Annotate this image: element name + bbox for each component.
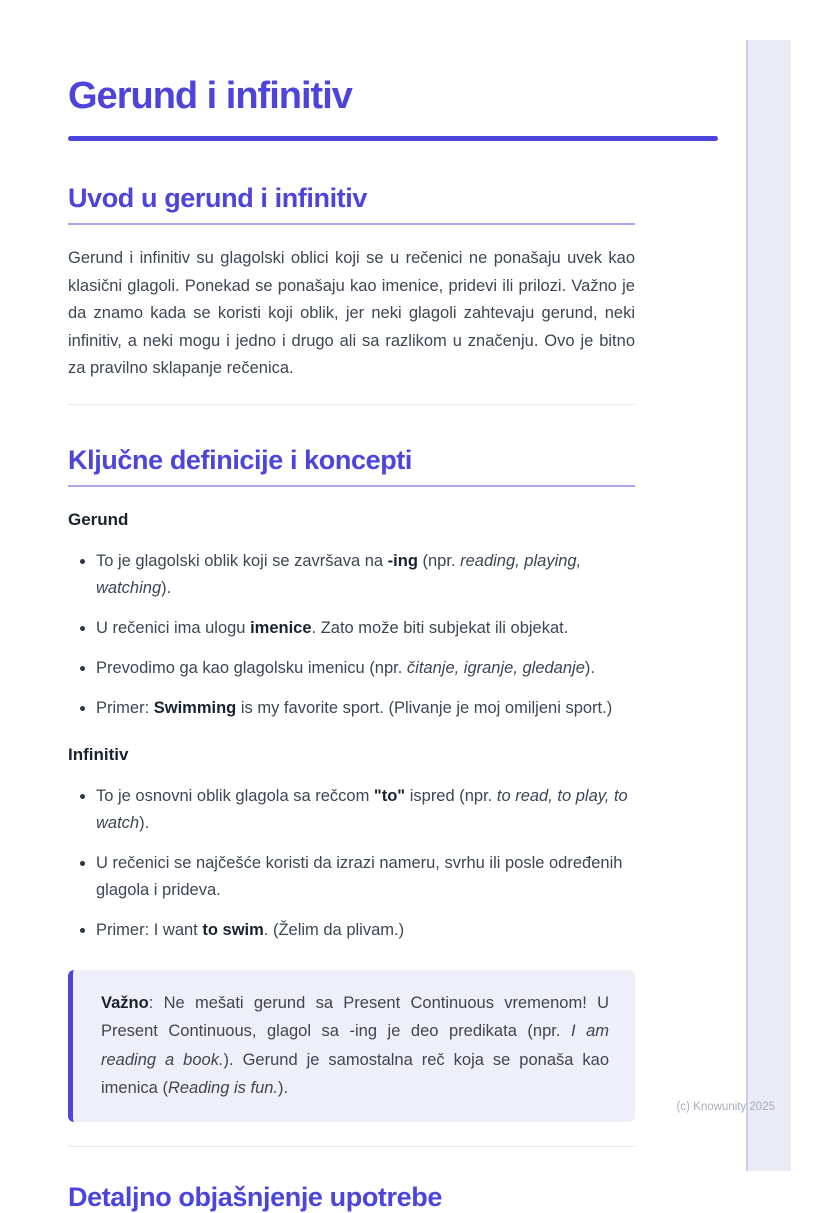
list-item: [68, 695, 635, 722]
section-heading-usage: Detaljno objašnjenje upotrebe: [68, 1181, 442, 1212]
section-divider: [68, 1146, 635, 1147]
bullet-text: Prevodimo ga kao glagolsku imenicu (npr. čitanje, igranje, gledanje).: [96, 658, 595, 677]
bullet-dot: [80, 928, 85, 933]
bullet-dot: [80, 559, 85, 564]
list-item: [68, 548, 635, 602]
bullet-dot: [80, 626, 85, 631]
bullet-text: U rečenici se najčešće koristi da izrazi nameru, svrhu ili posle određenih glagola i prideva.: [96, 853, 623, 899]
list-item: [68, 655, 635, 682]
heading-rule: [68, 223, 635, 225]
subheading-gerund: Gerund: [68, 509, 129, 529]
title-rule: [68, 136, 718, 141]
intro-paragraph: Gerund i infinitiv su glagolski oblici koji se u rečenici ne ponašaju uvek kao klasični glagoli. Ponekad se ponašaju kao imenice, pridevi ili prilozi. Važno je da znamo kada se koristi koji oblik, jer neki glagoli zahtevaju gerund, neki infinitiv, a neki mogu i jedno i drugo ali sa razlikom u značenju. Ovo je bitno za pravilno sklapanje rečenica.: [68, 249, 635, 378]
section-heading-intro: Uvod u gerund i infinitiv: [68, 183, 367, 213]
bullet-text: Primer: Swimming is my favorite sport. (Plivanje je moj omiljeni sport.): [96, 698, 613, 717]
bullet-dot: [80, 666, 85, 671]
callout-text: Važno: Ne mešati gerund sa Present Continuous vremenom! U Present Continuous, glagol sa -ing je deo predikata (npr. I am reading a book.). Gerund je samostalna reč koja se ponaša kao imenica (Reading is fun.).: [101, 993, 609, 1098]
list-item: [68, 615, 635, 642]
section-heading-definitions: Ključne definicije i koncepti: [68, 444, 412, 475]
footer-credit: (c) Knowunity 2025: [676, 1101, 775, 1113]
document-page: [68, 0, 635, 1213]
bullet-text: Primer: I want to swim. (Želim da plivam.): [96, 920, 405, 939]
list-item: [68, 850, 635, 904]
bullet-dot: [80, 794, 85, 799]
page-title: Gerund i infinitiv: [68, 75, 352, 117]
bullet-text: To je glagolski oblik koji se završava na -ing (npr. reading, playing, watching).: [96, 551, 582, 597]
important-callout: [68, 970, 635, 1122]
list-item: [68, 917, 635, 944]
heading-rule: [68, 485, 635, 487]
next-page-strip: [746, 40, 791, 1171]
bullet-list-infinitiv: [68, 783, 635, 944]
section-divider: [68, 404, 635, 405]
bullet-text: U rečenici ima ulogu imenice. Zato može biti subjekat ili objekat.: [96, 618, 569, 637]
bullet-dot: [80, 706, 85, 711]
bullet-text: To je osnovni oblik glagola sa rečcom "to" ispred (npr. to read, to play, to watch).: [96, 786, 628, 832]
bullet-dot: [80, 861, 85, 866]
subheading-infinitiv: Infinitiv: [68, 744, 129, 764]
bullet-list-gerund: [68, 548, 635, 722]
list-item: [68, 783, 635, 837]
